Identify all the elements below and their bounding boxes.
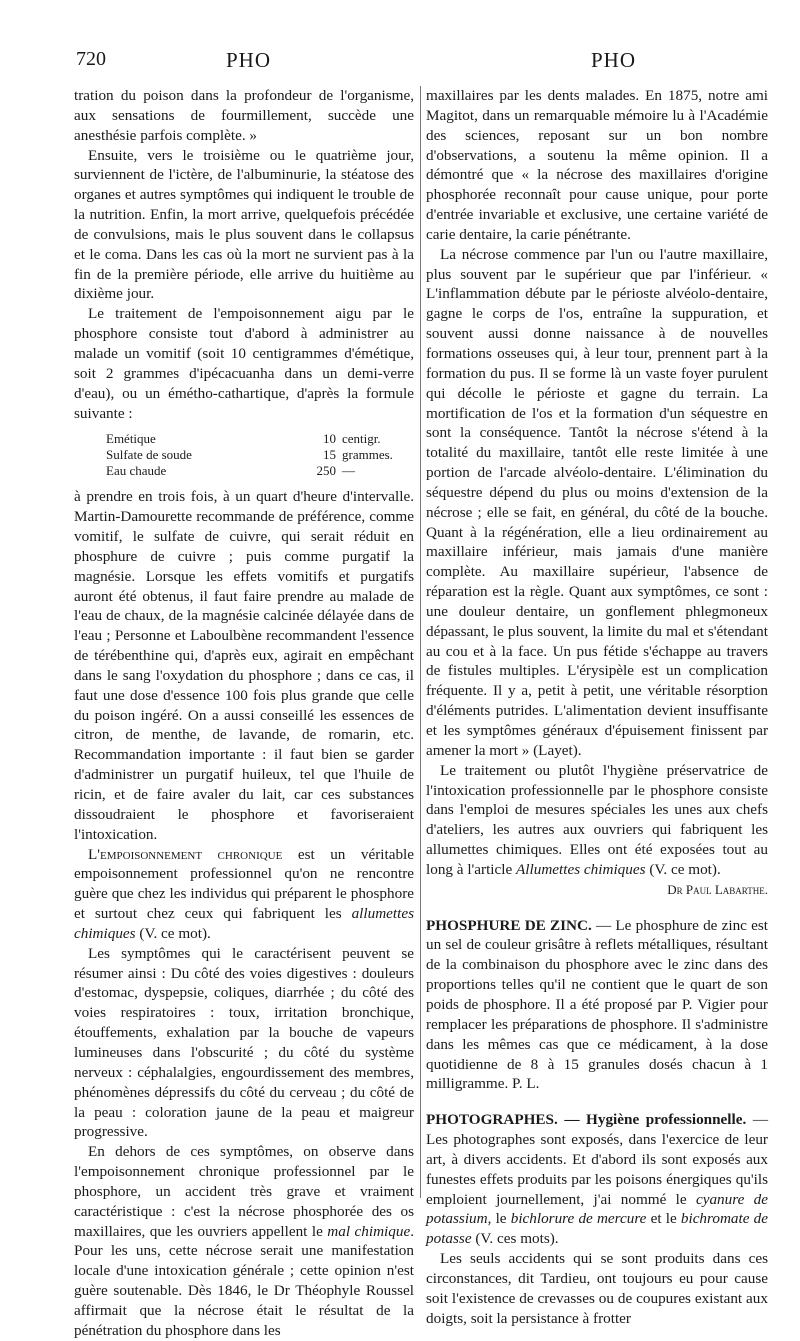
formula-quantity: 250 <box>316 463 336 479</box>
formula-row <box>106 447 414 463</box>
right-column <box>426 86 768 1328</box>
cross-reference: allumettes chimiques <box>74 905 414 942</box>
paragraph-chronic-symptoms: Les symptômes qui le caractérisent peuvent se résumer ainsi : Du côté des voies digestives : douleurs d'estomac, dyspepsie, coliques, diarrhée ; du côté des voies respiratoires : toux, irritation bronchique, étouffements, exhalation par la bouche de vapeurs lumineuses dans l'obscurité ; du côté du système nerveux : céphalalgies, engourdissement des membres, phénomènes dépressifs du côté du cerveau ; du côté de la peau : coloration jaune de la peau et maigreur progressive. <box>74 944 414 1141</box>
formula-unit: grammes. <box>342 447 393 463</box>
formula-quantity: 15 <box>323 447 336 463</box>
paragraph-hygiene: Le traitement ou plutôt l'hygiène préservatrice de l'intoxication professionnelle par le phosphore consiste dans l'emploi de mesures spéciales les unes aux chefs d'ateliers, les autres aux ouvriers qui fabriquent les allumettes chimiques. Elles ont été exposées tout au long à l'article Allumettes chimiques (V. ce mot). <box>426 761 768 878</box>
formula-row <box>106 463 414 479</box>
prescription-formula <box>106 431 414 479</box>
paragraph-necrosis-course: La nécrose commence par l'un ou l'autre maxillaire, plus souvent par le supérieur que par l'inférieur. « L'inflammation débute par le périoste alvéolo-dentaire, gagne le corps de l'os, entraîne la suppuration, et souvent aussi donne naissance à de nouvelles formations osseuses qui, à leur tour, prennent part à la formation du pus. Il se forme là un vaste foyer purulent qui décolle le périoste et gagne du terrain. La mortification de l'os et la formation d'un séquestre en sont la conséquence. Tantôt la nécrose s'étend à la totalité du maxillaire, tantôt elle reste limitée à une portion de l'arcade alvéolo-dentaire. L'élimination du séquestre dépend du plus ou moins d'extension de la nécrose ; elle se fait, en général, du côté de la bouche. Quant à la régénération, elle a lieu ordinairement au maxillaire inférieur, mais jamais d'une manière complète. Au maxillaire supérieur, l'absence de réparation est la règle. Quant aux symptômes, ce sont : une douleur dentaire, un gonflement phlegmoneux dépassant, le plus souvent, la limite du mal et s'étendant au cou et à la face. Un pus fétide s'échappe au travers de fistules multiples. L'érysipèle est un complication fréquente. Il y a, petit à petit, une véritable résorption d'éléments putrides. L'alimentation devient insuffisante et les symptômes généraux d'épuisement finissent par amener la mort » (Layet). <box>426 245 768 759</box>
formula-ingredient: Sulfate de soude <box>106 447 192 463</box>
paragraph-chronic-poisoning: L'empoisonnement chronique est un véritable empoisonnement professionnel qu'on ne rencontre guère que chez les individus qui préparent le phosphore et surtout chez ceux qui fabriquent les allumettes chimiques (V. ce mot). <box>74 845 414 942</box>
formula-ingredient: Eau chaude <box>106 463 167 479</box>
italic-term: mal chimique <box>327 1222 411 1240</box>
page-number: 720 <box>76 48 106 70</box>
paragraph-treatment-details: à prendre en trois fois, à un quart d'heure d'intervalle. Martin-Damourette recommande de préférence, comme vomitif, le sulfate de cuivre, qui serait réduit en phosphure de cuivre ; puis comme purgatif la magnésie. Lorsque les effets vomitifs et purgatifs auront été obtenus, il faut faire prendre au malade de l'eau de chaux, de la magnésie calcinée délayée dans de l'eau ; Personne et Laboulbène recommandent l'essence de térébenthine qui, d'après eux, agirait en empêchant dans le sang l'oxydation du phosphore ; dans ce cas, il faut une dose d'essence 100 fois plus grande que celle du poison ingéré. On a aussi conseillé les essences de citron, de menthe, de lavande, de romarin, etc. Recommandation importante : il faut bien se garder d'administrer un purgatif huileux, tel que l'huile de ricin, et de faire avaler du lait, car ces substances dissoudraient le phosphore et favoriseraient l'intoxication. <box>74 488 414 843</box>
entry-phosphure-de-zinc: PHOSPHURE DE ZINC. — Le phosphure de zinc est un sel de couleur grisâtre à reflets métalliques, résultant de la combinaison du phosphore avec le zinc dans des proportions telles qu'il ne contient que le quart de son poids de phosphore. Il a été proposé par P. Vigier pour remplacer les préparations de phosphore. Il s'administre dans les mêmes cas que ce médicament, à la dose quotidienne de 8 à 15 granules dosés chacun à 1 milligramme. P. L. <box>426 916 768 1093</box>
cross-reference: Allumettes chimiques <box>516 860 646 878</box>
formula-unit: — <box>342 463 355 479</box>
italic-term: cyanure de potassium <box>426 1190 769 1228</box>
paragraph-continued: maxillaires par les dents malades. En 1875, notre ami Magitot, dans un remarquable mémoire lu à l'Académie des sciences, reposant sur un bon nombre d'observations, a soutenu la même opinion. Il a démontré que « la nécrose des maxillaires d'origine phosphorée reconnaît pour cause unique, pour porte d'entrée invariable et exclusive, une certaine variété de carie dentaire, la carie pénétrante. <box>426 87 768 243</box>
paragraph-necrosis: En dehors de ces symptômes, on observe dans l'empoisonnement chronique professionnel par le phosphore, un accident très grave et vraiment caractéristique : c'est la nécrose phosphorée des os maxillaires, que les ouvriers appellent le mal chimique. Pour les uns, cette nécrose serait une manifestation locale d'une intoxication générale ; cette opinion n'est guère soutenable. Dès 1846, le Dr Théophyle Roussel affirmait que la nécrose était le résultat de la pénétration du phosphore dans les <box>74 1143 414 1339</box>
formula-row <box>106 431 414 447</box>
page-header <box>0 44 800 74</box>
entry-headword: PHOSPHURE DE ZINC. <box>426 916 592 934</box>
formula-ingredient: Emétique <box>106 431 156 447</box>
paragraph-continued: tration du poison dans la profondeur de l'organisme, aux sensations de fourmillement, succède une anesthésie parfois complète. » <box>74 87 414 144</box>
formula-quantity: 10 <box>323 431 336 447</box>
left-column <box>74 86 414 1341</box>
italic-term: bichlorure de mercure <box>510 1210 647 1228</box>
paragraph-acute-treatment: Le traitement de l'empoisonnement aigu par le phosphore consiste tout d'abord à administrer au malade un vomitif (soit 10 centigrammes d'émétique, soit 2 grammes d'ipécacuanha dans un demi-verre d'eau), ou un émétho-cathartique, d'après la formule suivante : <box>74 305 414 422</box>
paragraph-symptoms-progression: Ensuite, vers le troisième ou le quatrième jour, surviennent de l'ictère, de l'albuminurie, la stéatose des organes et autres symptômes qui indiquent le trouble de la nutrition. Enfin, la mort arrive, quelquefois précédée de convulsions, mais le plus souvent dans le collapsus et le coma. Dans les cas où la mort ne survient pas à la fin de la première période, elle arrive du huitième au dixième jour. <box>74 146 414 303</box>
entry-photographes: PHOTOGRAPHES. — Hygiène professionnelle. — Les photographes sont exposés, dans l'exercice de leur art, à divers accidents. Et d'abord ils sont exposés aux funestes effets produits par les poisons énergiques qu'ils emploient journellement, j'ai nommé le cyanure de potassium, le bichlorure de mercure et le bichromate de potasse (V. ces mots). <box>426 1111 769 1248</box>
running-head-right: PHO <box>591 48 637 72</box>
italic-term: bichromate de potasse <box>426 1210 768 1248</box>
column-divider <box>420 86 421 1198</box>
author-signature: Dr Paul Labarthe. <box>667 881 768 897</box>
entry-signature: P. L. <box>512 1075 540 1093</box>
formula-unit: centigr. <box>342 431 381 447</box>
entry-headword: PHOTOGRAPHES. <box>426 1111 558 1129</box>
running-head-left: PHO <box>226 48 272 72</box>
paragraph-photographers-accidents: Les seuls accidents qui se sont produits dans ces circonstances, dit Tardieu, ont toujours eu pour cause soit l'existence de crevasses ou de coupures existant aux doigts, soit la persistance à frotter <box>426 1250 768 1327</box>
section-heading: L'empoisonnement chronique <box>88 845 283 863</box>
entry-subheading: — Hygiène professionnelle. <box>557 1111 747 1129</box>
